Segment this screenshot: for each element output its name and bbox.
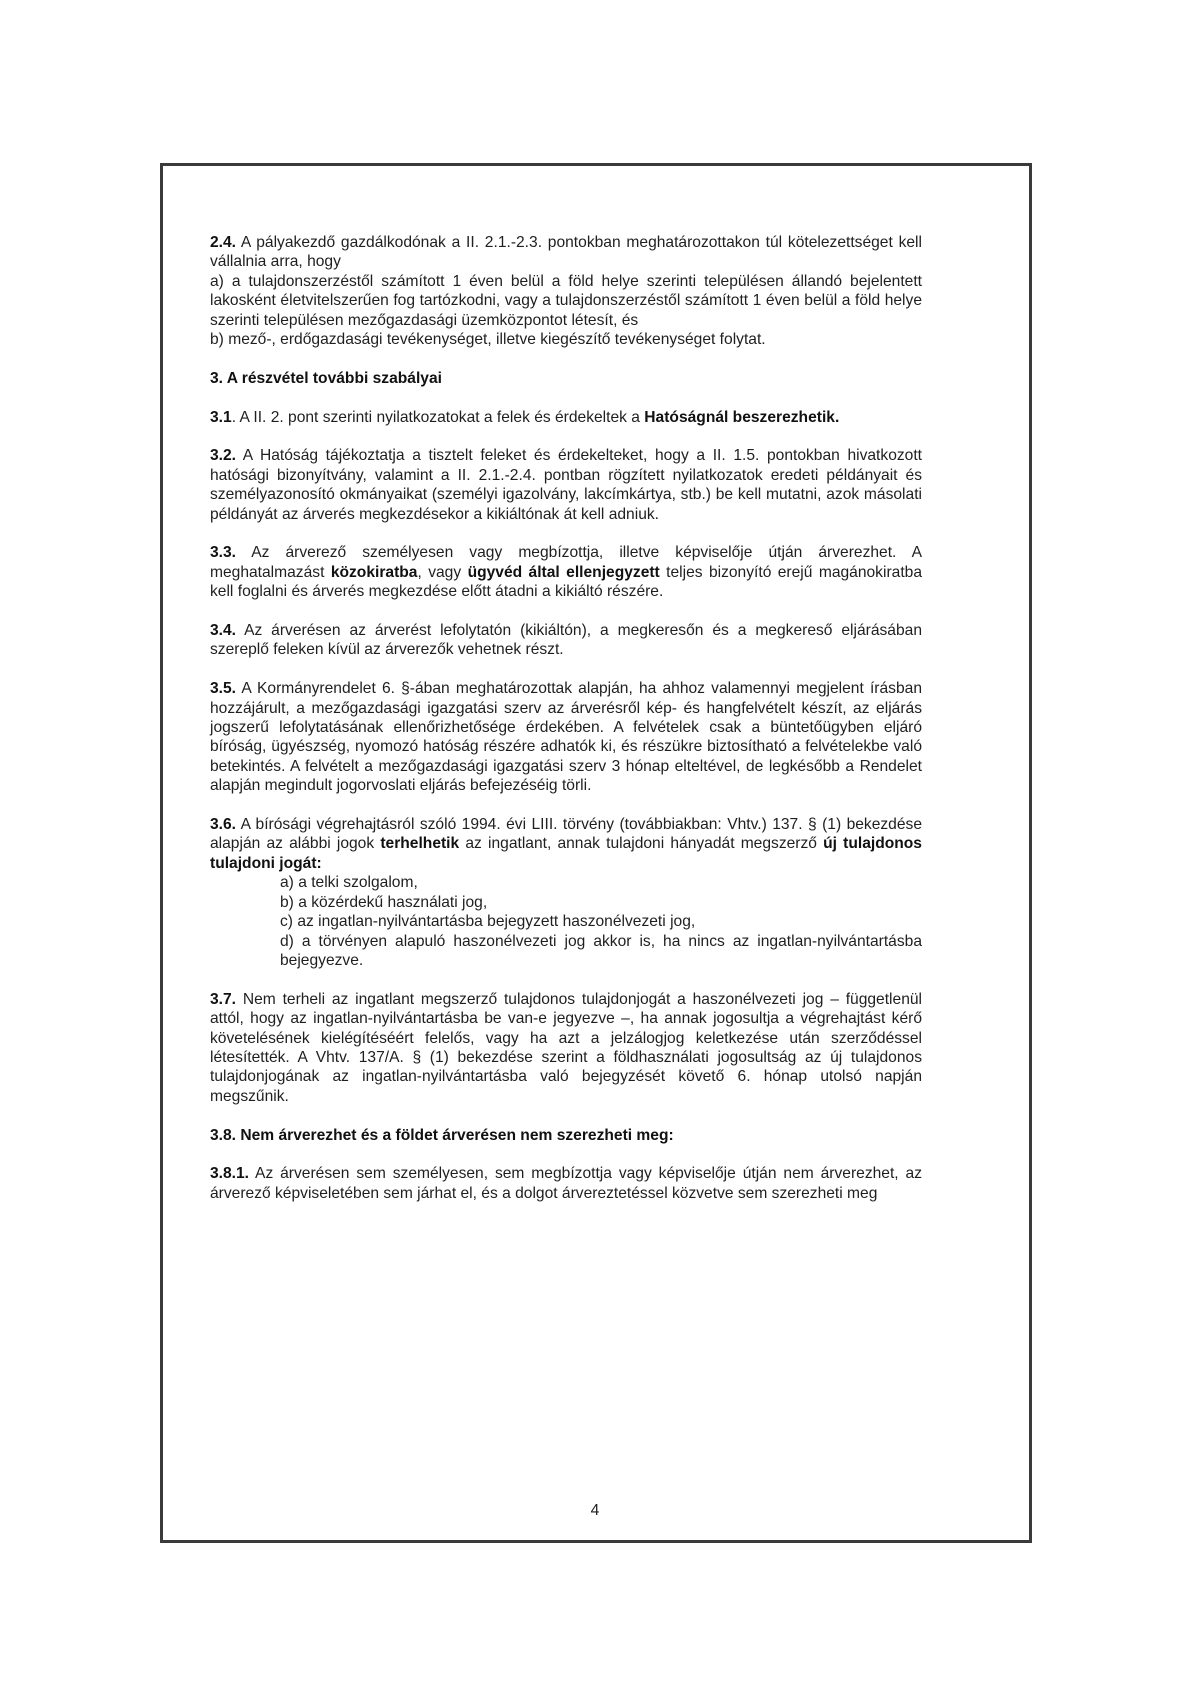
section-3-7: 3.7. Nem terheli az ingatlant megszerző tulajdonos tulajdonjogát a haszonélvezeti jog – függetlenül attól, hogy az ingatlan-nyilvántartásba be van-e jegyezve –, ha annak jogosultja a végrehajtást kérő követelésének kielégítéséért felelős, vagy ha azt a jelzálogjog keletkezése után szerződéssel létesítették. A Vhtv. 137/A. § (1) bekezdése szerint a földhasználati jogosultság az új tulajdonos tulajdonjogának az ingatlan-nyilvántartásba való bejegyzését követő 6. hónap utolsó napján megszűnik. [210,990,922,1105]
document-body [210,233,922,1203]
section-3-4: 3.4. Az árverésen az árverést lefolytatón (kikiáltón), a megkeresőn és a megkereső eljárásában szereplő feleken kívül az árverezők vehetnek részt. [210,622,922,659]
page-number: 4 [590,1502,600,1519]
section-3-8-heading: 3.8. Nem árverezhet és a földet árverésen nem szerezheti meg: [210,1126,674,1144]
section-3-5: 3.5. A Kormányrendelet 6. §-ában meghatározottak alapján, ha ahhoz valamennyi megjelent írásban hozzájárult, a mezőgazdasági igazgatási szerv az árverésről kép- és hangfelvételt készít, az eljárás jogszerű lefolytatásának ellenőrizhetősége érdekében. A felvételek csak a büntetőügyben eljáró bíróság, ügyészség, nyomozó hatóság részére adhatók ki, és részükre biztosítható a felvételekbe való betekintés. A felvételt a mezőgazdasági igazgatási szerv 3 hónap elteltével, de legkésőbb a Rendelet alapján megindult jogorvoslati eljárás befejezéséig törli. [210,680,922,795]
section-2-4: 2.4. A pályakezdő gazdálkodónak a II. 2.1.-2.3. pontokban meghatározottakon túl kötelezettséget kell vállalnia arra, hogy [210,234,922,271]
list-item: d) a törvényen alapuló haszonélvezeti jog akkor is, ha nincs az ingatlan-nyilvántartásba bejegyezve. [280,932,922,969]
section-3-6: 3.6. A bírósági végrehajtásról szóló 1994. évi LIII. törvény (továbbiakban: Vhtv.) 137. § (1) bekezdése alapján az alábbi jogok terhelhetik az ingatlant, annak tulajdoni hányadát megszerző új tulajdonos tulajdoni jogát: [210,816,922,872]
list-item: c) az ingatlan-nyilvántartásba bejegyzett haszonélvezeti jog, [280,913,696,931]
list-item: b) a közérdekű használati jog, [280,893,488,911]
section-3-heading: 3. A részvétel további szabályai [210,369,442,387]
section-3-8-1: 3.8.1. Az árverésen sem személyesen, sem megbízottja vagy képviselője útján nem árverezhet, az árverező képviseletében sem járhat el, és a dolgot árvereztetéssel közvetve sem szerezheti meg [210,1165,922,1202]
rights-list [210,873,922,970]
section-3-1: 3.1. A II. 2. pont szerinti nyilatkozatokat a felek és érdekeltek a Hatóságnál beszerezhetik. [210,408,840,426]
section-3-3: 3.3. Az árverező személyesen vagy megbízottja, illetve képviselője útján árverezhet. A meghatalmazást közokiratba, vagy ügyvéd által ellenjegyzett teljes bizonyító erejű magánokiratba kell foglalni és árverés megkezdése előtt átadni a kikiáltó részére. [210,544,922,601]
section-3-2: 3.2. A Hatóság tájékoztatja a tisztelt feleket és érdekelteket, hogy a II. 1.5. pontokban hivatkozott hatósági bizonyítvány, valamint a II. 2.1.-2.4. pontban rögzített nyilatkozatok eredeti példányait és személyazonosító okmányaikat (személyi igazolvány, lakcímkártya, stb.) be kell mutatni, azok másolati példányát az árverés megkezdésekor a kikiáltónak át kell adniuk. [210,447,922,523]
list-item: a) a telki szolgalom, [280,874,418,892]
section-2-4-a: a) a tulajdonszerzéstől számított 1 éven belül a föld helye szerinti településen állandó bejelentett lakosként életvitelszerűen fog tartózkodni, vagy a tulajdonszerzéstől számított 1 éven belül a föld helye szerinti településen mezőgazdasági üzemközpontot létesít, és [210,272,922,329]
section-2-4-b: b) mező-, erdőgazdasági tevékenységet, illetve kiegészítő tevékenységet folytat. [210,331,766,349]
section-number: 2.4. [210,234,237,251]
